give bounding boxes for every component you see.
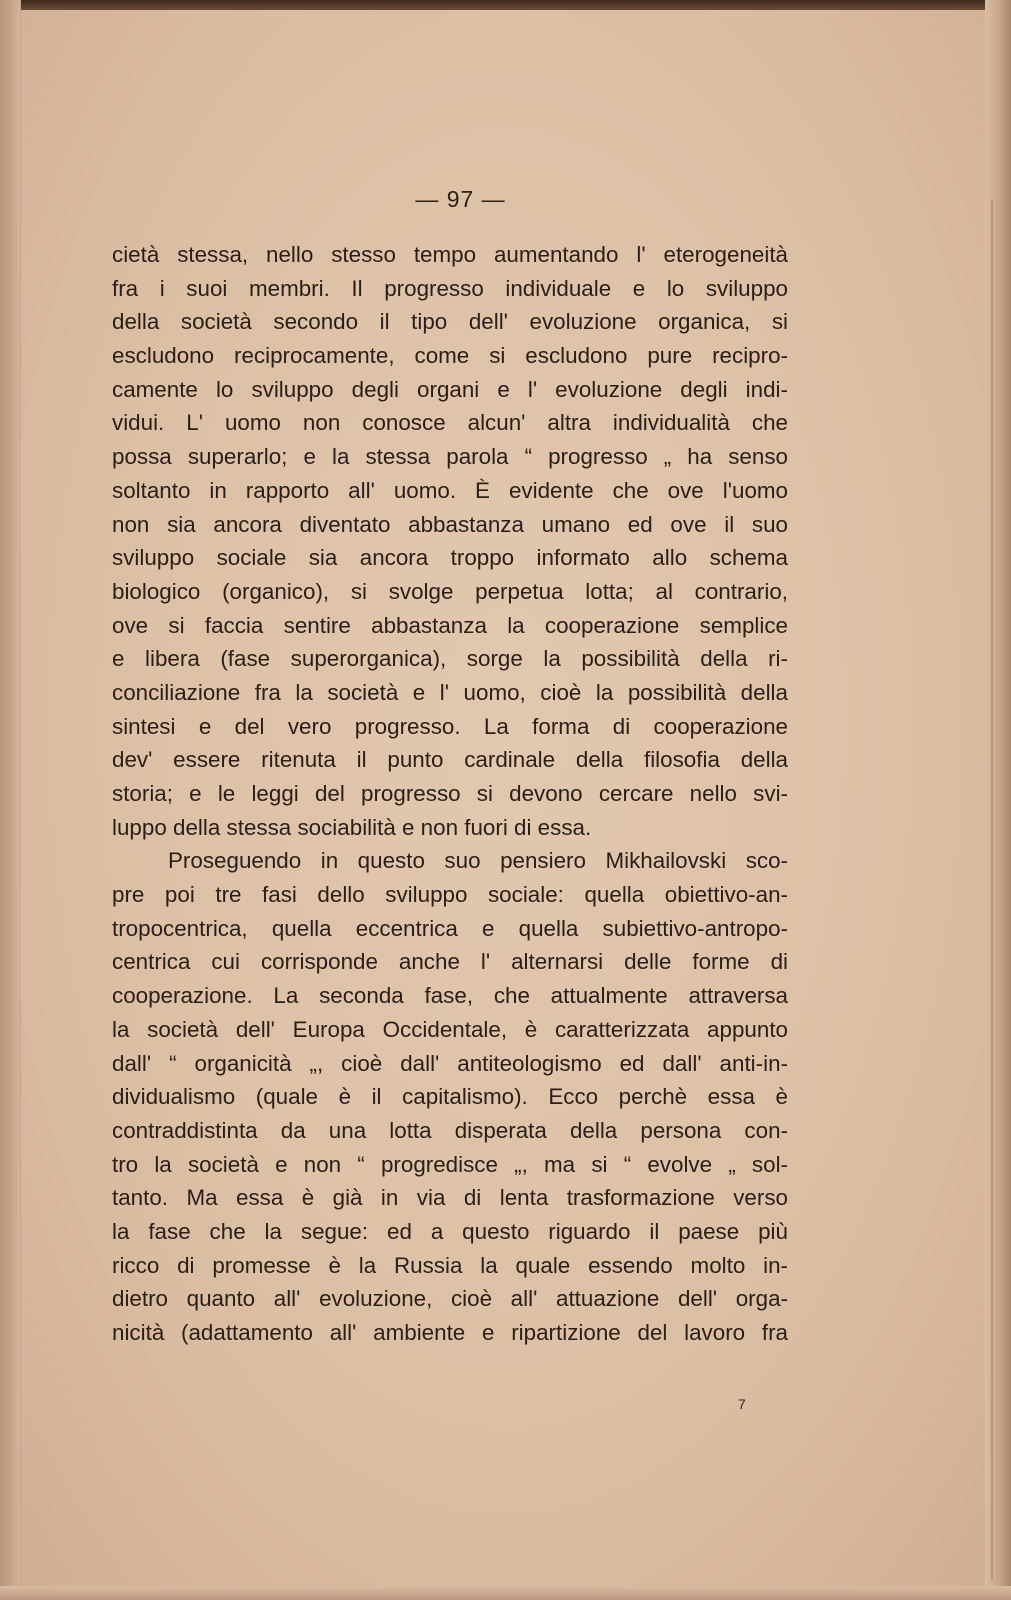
text-line: e libera (fase superorganica), sorge la possibilità della ri- bbox=[112, 646, 788, 672]
page-right-edge bbox=[985, 0, 1011, 1600]
text-line: luppo della stessa sociabilità e non fuori di essa. bbox=[112, 814, 592, 840]
text-line: possa superarlo; e la stessa parola “ progresso „ ha senso bbox=[112, 444, 788, 470]
text-line: dietro quanto all' evoluzione, cioè all' attuazione dell' orga- bbox=[112, 1286, 788, 1312]
text-line: cietà stessa, nello stesso tempo aumentando l' eterogeneità bbox=[112, 242, 788, 267]
text-line: cooperazione. La seconda fase, che attualmente attraversa bbox=[112, 983, 788, 1009]
text-line: non sia ancora diventato abbastanza umano ed ove il suo bbox=[112, 511, 788, 537]
text-line: nicità (adattamento all' ambiente e ripartizione del lavoro fra bbox=[112, 1320, 788, 1345]
text-line: vidui. L' uomo non conosce alcun' altra individualità che bbox=[112, 410, 788, 436]
page-number: — 97 — bbox=[415, 186, 506, 212]
text-line: la società dell' Europa Occidentale, è caratterizzata appunto bbox=[112, 1016, 788, 1042]
text-line: tropocentrica, quella eccentrica e quella subiettivo-antropo- bbox=[112, 915, 788, 941]
body-text bbox=[112, 238, 788, 1350]
text-line: ricco di promesse è la Russia la quale essendo molto in- bbox=[112, 1252, 788, 1278]
page-bottom-edge bbox=[0, 1586, 1011, 1600]
text-line: centrica cui corrisponde anche l' alternarsi delle forme di bbox=[112, 949, 788, 975]
text-line: storia; e le leggi del progresso si devono cercare nello svi- bbox=[112, 781, 788, 806]
text-line: la fase che la segue: ed a questo riguardo il paese più bbox=[112, 1218, 788, 1244]
page-fold-line bbox=[991, 200, 993, 1580]
text-line: sintesi e del vero progresso. La forma di cooperazione bbox=[112, 713, 788, 739]
text-line: tro la società e non “ progredisce „, ma si “ evolve „ sol- bbox=[112, 1151, 788, 1177]
text-line: Proseguendo in questo suo pensiero Mikhailovski sco- bbox=[168, 848, 788, 874]
text-line: tanto. Ma essa è già in via di lenta trasformazione verso bbox=[112, 1185, 788, 1211]
page-top-edge bbox=[0, 0, 1011, 10]
text-line: biologico (organico), si svolge perpetua lotta; al contrario, bbox=[112, 578, 788, 604]
text-line: dividualismo (quale è il capitalismo). Ecco perchè essa è bbox=[112, 1084, 788, 1110]
text-line: soltanto in rapporto all' uomo. È evidente che ove l'uomo bbox=[112, 477, 788, 503]
text-line: dall' “ organicità „, cioè dall' antiteologismo ed dall' anti-in- bbox=[112, 1050, 788, 1076]
text-line: contraddistinta da una lotta disperata della persona con- bbox=[112, 1117, 788, 1143]
signature-mark: 7 bbox=[738, 1396, 746, 1412]
text-line: escludono reciprocamente, come si escludono pure recipro- bbox=[112, 343, 788, 369]
text-line: camente lo sviluppo degli organi e l' evoluzione degli indi- bbox=[112, 376, 788, 402]
text-line: dev' essere ritenuta il punto cardinale della filosofia della bbox=[112, 747, 788, 773]
text-line: fra i suoi membri. Il progresso individuale e lo sviluppo bbox=[112, 275, 788, 301]
text-line: della società secondo il tipo dell' evoluzione organica, si bbox=[112, 309, 788, 335]
text-line: sviluppo sociale sia ancora troppo informato allo schema bbox=[112, 545, 788, 571]
text-line: conciliazione fra la società e l' uomo, cioè la possibilità della bbox=[112, 679, 788, 705]
text-line: pre poi tre fasi dello sviluppo sociale: quella obiettivo-an- bbox=[112, 882, 788, 908]
page-left-edge bbox=[0, 0, 21, 1600]
text-line: ove si faccia sentire abbastanza la cooperazione semplice bbox=[112, 612, 788, 638]
